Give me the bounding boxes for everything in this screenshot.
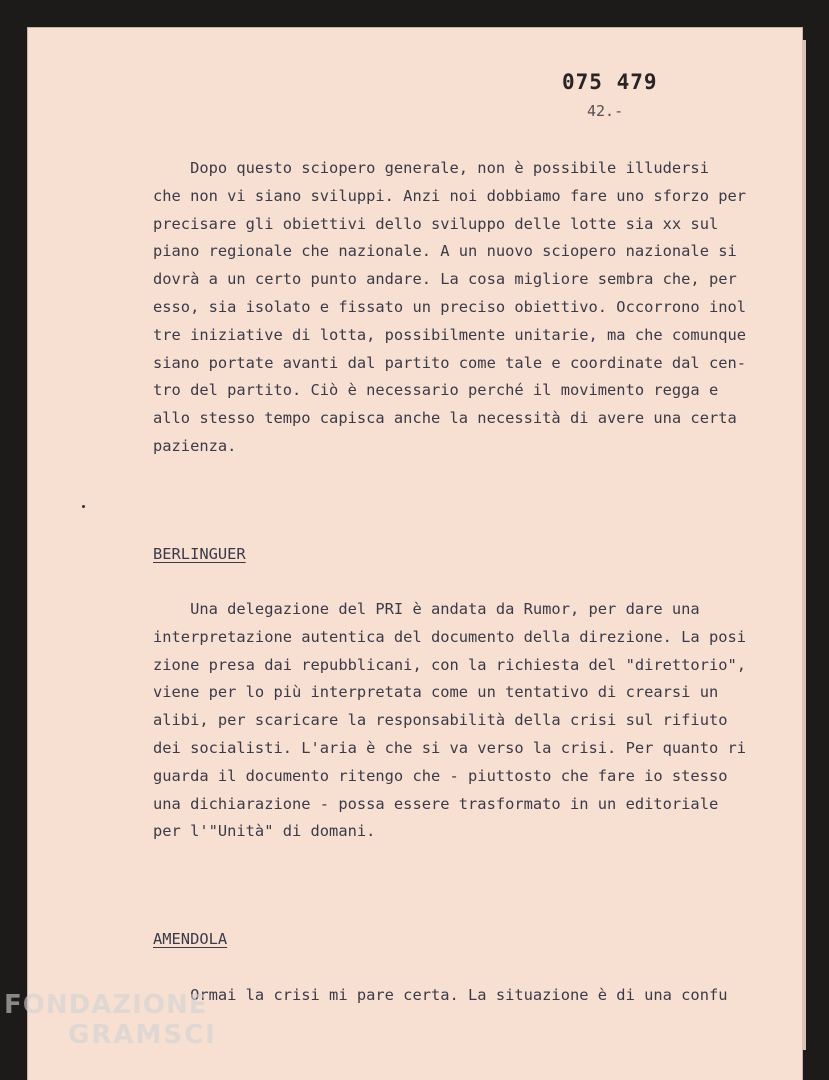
paragraph-2 bbox=[153, 596, 783, 846]
text-line: interpretazione autentica del documento della direzione. La posi bbox=[153, 627, 747, 646]
text-line: tre iniziative di lotta, possibilmente unitarie, ma che comunque bbox=[153, 325, 747, 344]
document-number: 075 479 bbox=[562, 70, 658, 94]
text-line: guarda il documento ritengo che - piuttosto che fare io stesso bbox=[153, 766, 728, 785]
speaker-heading-berlinguer: BERLINGUER bbox=[153, 545, 246, 563]
page-edge bbox=[802, 40, 806, 1050]
text-line: Ormai la crisi mi pare certa. La situazione è di una confu bbox=[153, 986, 728, 1004]
text-line: viene per lo più interpretata come un tentativo di crearsi un bbox=[153, 683, 719, 702]
text-line: Dopo questo sciopero generale, non è possibile illudersi bbox=[153, 159, 709, 177]
ink-speck bbox=[82, 505, 85, 508]
watermark-line-2: GRAMSCI bbox=[68, 1020, 217, 1050]
text-line: una dichiarazione - possa essere trasformato in un editoriale bbox=[153, 794, 719, 813]
paragraph-1 bbox=[153, 155, 783, 461]
text-line: Una delegazione del PRI è andata da Rumor, per dare una bbox=[153, 600, 700, 618]
text-line: zione presa dai repubblicani, con la richiesta del "direttorio", bbox=[153, 655, 747, 674]
page-number: 42.- bbox=[587, 102, 624, 120]
text-line: che non vi siano sviluppi. Anzi noi dobbiamo fare uno sforzo per bbox=[153, 186, 747, 205]
watermark-logo bbox=[4, 990, 217, 1050]
text-line: tro del partito. Ciò è necessario perché il movimento regga e bbox=[153, 381, 719, 400]
paragraph-3 bbox=[153, 982, 783, 1010]
text-line: siano portate avanti dal partito come tale e coordinate dal cen- bbox=[153, 353, 747, 372]
text-line: piano regionale che nazionale. A un nuovo sciopero nazionale si bbox=[153, 242, 737, 261]
text-line: precisare gli obiettivi dello sviluppo delle lotte sia xx sul bbox=[153, 214, 719, 233]
text-line: dei socialisti. L'aria è che si va verso la crisi. Per quanto ri bbox=[153, 738, 747, 757]
text-line: dovrà a un certo punto andare. La cosa migliore sembra che, per bbox=[153, 270, 737, 289]
text-line: per l'"Unità" di domani. bbox=[153, 822, 376, 841]
text-line: pazienza. bbox=[153, 436, 237, 455]
speaker-heading-amendola: AMENDOLA bbox=[153, 930, 228, 948]
text-line: esso, sia isolato e fissato un preciso obiettivo. Occorrono inol bbox=[153, 297, 747, 316]
text-line: allo stesso tempo capisca anche la necessità di avere una certa bbox=[153, 409, 737, 428]
watermark-line-1: FONDAZIONE bbox=[4, 990, 208, 1020]
text-line: alibi, per scaricare la responsabilità della crisi sul rifiuto bbox=[153, 711, 728, 730]
